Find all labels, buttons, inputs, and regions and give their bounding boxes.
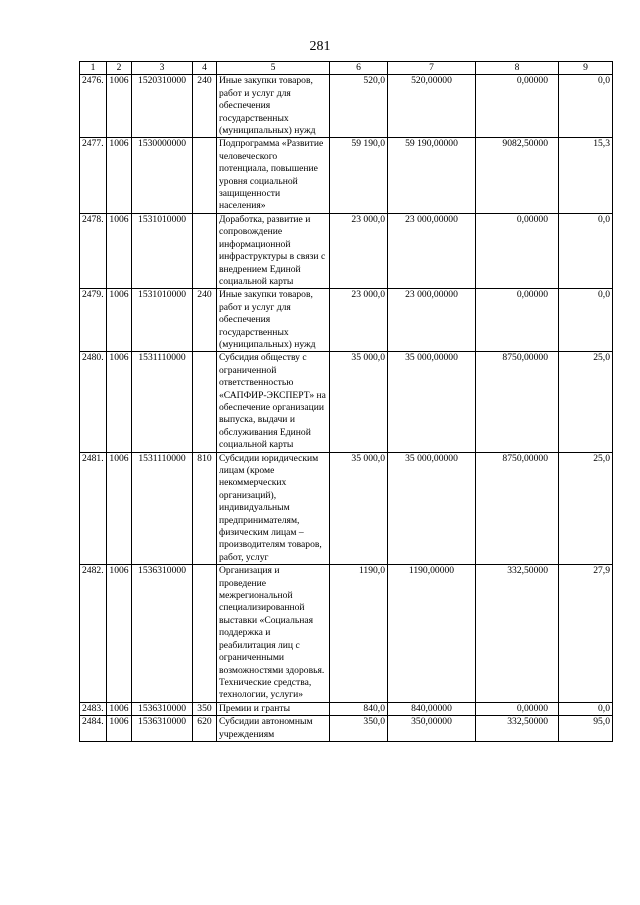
section-code: 1006: [107, 452, 132, 565]
item-name: Премии и гранты: [217, 702, 330, 715]
item-name: Субсидия обществу с ограниченной ответственностью «САПФИР-ЭКСПЕРТ» на обеспечение организации выпуска, выдачи и обслуживания Единой социальной карты: [217, 352, 330, 452]
target-code: 1536310000: [132, 716, 193, 742]
fact-value: 350,00000: [388, 716, 476, 742]
table-row: [80, 452, 613, 565]
row-number: 2484.: [80, 716, 107, 742]
budget-table: [79, 61, 613, 742]
table-row: [80, 75, 613, 138]
plan-value: 23 000,0: [330, 213, 388, 288]
target-code: 1531010000: [132, 213, 193, 288]
row-number: 2482.: [80, 565, 107, 702]
target-code: 1531110000: [132, 352, 193, 452]
expense-type: 620: [193, 716, 217, 742]
exec-value: 0,00000: [476, 213, 559, 288]
column-header: 2: [107, 62, 132, 75]
plan-value: 35 000,0: [330, 352, 388, 452]
percent-value: 15,3: [559, 138, 613, 213]
page-number: 281: [309, 39, 331, 54]
section-code: 1006: [107, 75, 132, 138]
percent-value: 25,0: [559, 352, 613, 452]
exec-value: 0,00000: [476, 702, 559, 715]
fact-value: 840,00000: [388, 702, 476, 715]
item-name: Организация и проведение межрегиональной специализированной выставки «Социальная поддержка и реабилитация лиц с ограниченными возможностями здоровья. Технические средства, технологии, услуги»: [217, 565, 330, 702]
plan-value: 23 000,0: [330, 289, 388, 352]
expense-type: [193, 565, 217, 702]
item-name: Доработка, развитие и сопровождение информационной инфраструктуры в связи с внедрением Единой социальной карты: [217, 213, 330, 288]
column-header: 7: [388, 62, 476, 75]
target-code: 1530000000: [132, 138, 193, 213]
row-number: 2478.: [80, 213, 107, 288]
target-code: 1520310000: [132, 75, 193, 138]
column-header: 9: [559, 62, 613, 75]
section-code: 1006: [107, 289, 132, 352]
percent-value: 0,0: [559, 289, 613, 352]
table-row: [80, 565, 613, 702]
row-number: 2477.: [80, 138, 107, 213]
section-code: 1006: [107, 565, 132, 702]
expense-type: [193, 213, 217, 288]
section-code: 1006: [107, 716, 132, 742]
plan-value: 35 000,0: [330, 452, 388, 565]
column-header: 8: [476, 62, 559, 75]
section-code: 1006: [107, 138, 132, 213]
fact-value: 23 000,00000: [388, 213, 476, 288]
column-header: 5: [217, 62, 330, 75]
table-row: [80, 716, 613, 742]
percent-value: 0,0: [559, 702, 613, 715]
section-code: 1006: [107, 213, 132, 288]
expense-type: 810: [193, 452, 217, 565]
fact-value: 23 000,00000: [388, 289, 476, 352]
exec-value: 8750,00000: [476, 352, 559, 452]
fact-value: 35 000,00000: [388, 352, 476, 452]
expense-type: 350: [193, 702, 217, 715]
section-code: 1006: [107, 352, 132, 452]
percent-value: 27,9: [559, 565, 613, 702]
percent-value: 25,0: [559, 452, 613, 565]
target-code: 1536310000: [132, 702, 193, 715]
fact-value: 1190,00000: [388, 565, 476, 702]
plan-value: 840,0: [330, 702, 388, 715]
item-name: Подпрограмма «Развитие человеческого потенциала, повышение уровня социальной защищенности населения»: [217, 138, 330, 213]
row-number: 2479.: [80, 289, 107, 352]
row-number: 2476.: [80, 75, 107, 138]
fact-value: 59 190,00000: [388, 138, 476, 213]
fact-value: 35 000,00000: [388, 452, 476, 565]
plan-value: 1190,0: [330, 565, 388, 702]
fact-value: 520,00000: [388, 75, 476, 138]
row-number: 2483.: [80, 702, 107, 715]
plan-value: 520,0: [330, 75, 388, 138]
item-name: Иные закупки товаров, работ и услуг для обеспечения государственных (муниципальных) нужд: [217, 289, 330, 352]
column-header: 1: [80, 62, 107, 75]
item-name: Субсидии автономным учреждениям: [217, 716, 330, 742]
row-number: 2480.: [80, 352, 107, 452]
exec-value: 0,00000: [476, 289, 559, 352]
table-row: [80, 352, 613, 452]
item-name: Субсидии юридическим лицам (кроме некоммерческих организаций), индивидуальным предпринимателям, физическим лицам – производителям товаров, работ, услуг: [217, 452, 330, 565]
percent-value: 0,0: [559, 213, 613, 288]
exec-value: 0,00000: [476, 75, 559, 138]
expense-type: 240: [193, 289, 217, 352]
plan-value: 59 190,0: [330, 138, 388, 213]
exec-value: 8750,00000: [476, 452, 559, 565]
item-name: Иные закупки товаров, работ и услуг для обеспечения государственных (муниципальных) нужд: [217, 75, 330, 138]
target-code: 1531010000: [132, 289, 193, 352]
plan-value: 350,0: [330, 716, 388, 742]
section-code: 1006: [107, 702, 132, 715]
table-row: [80, 702, 613, 715]
column-header: 3: [132, 62, 193, 75]
target-code: 1531110000: [132, 452, 193, 565]
exec-value: 332,50000: [476, 565, 559, 702]
header-row: [80, 62, 613, 75]
table-row: [80, 213, 613, 288]
expense-type: [193, 138, 217, 213]
exec-value: 9082,50000: [476, 138, 559, 213]
expense-type: 240: [193, 75, 217, 138]
target-code: 1536310000: [132, 565, 193, 702]
column-header: 6: [330, 62, 388, 75]
exec-value: 332,50000: [476, 716, 559, 742]
row-number: 2481.: [80, 452, 107, 565]
percent-value: 0,0: [559, 75, 613, 138]
table-row: [80, 138, 613, 213]
expense-type: [193, 352, 217, 452]
column-header: 4: [193, 62, 217, 75]
table-row: [80, 289, 613, 352]
percent-value: 95,0: [559, 716, 613, 742]
